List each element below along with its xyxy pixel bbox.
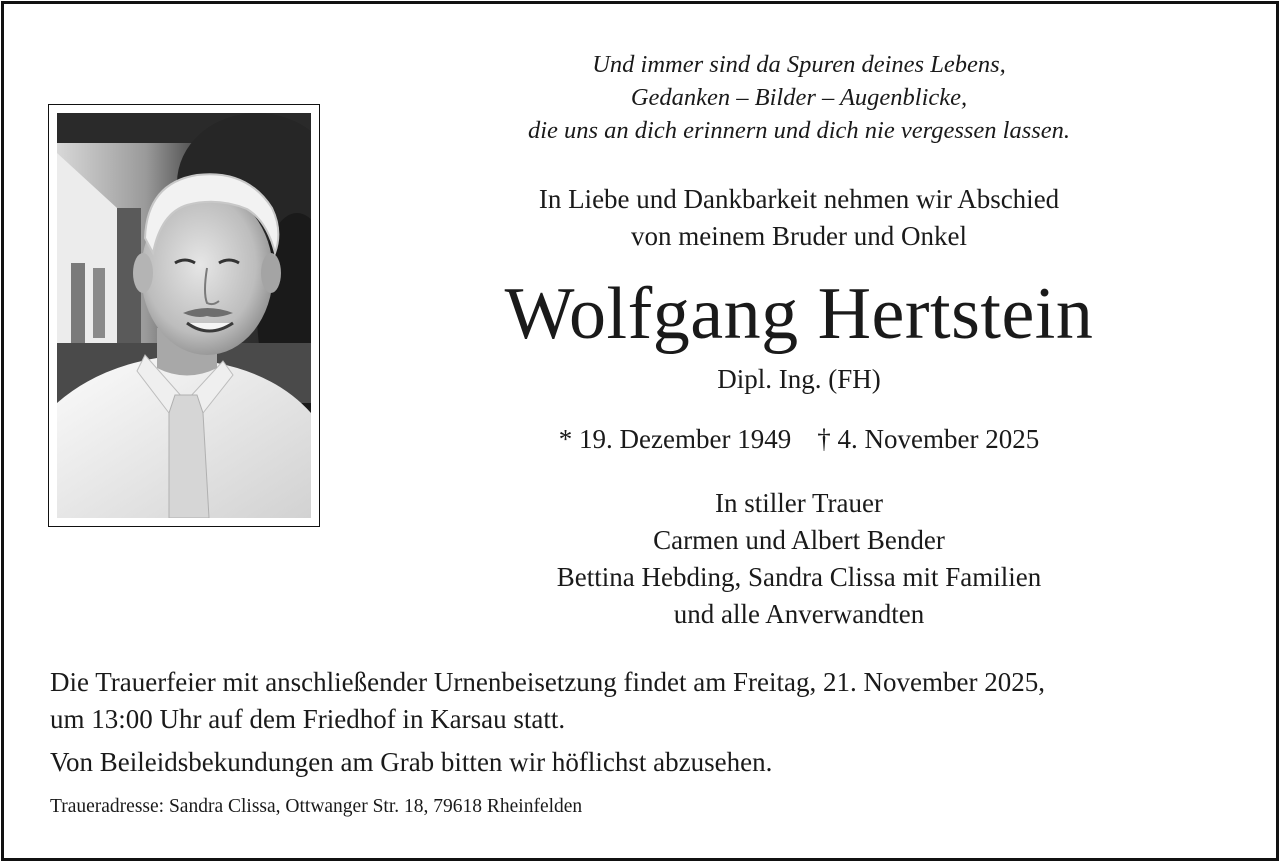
- mourning-address: Traueradresse: Sandra Clissa, Ottwanger Str. 18, 79618 Rheinfelden: [50, 796, 583, 817]
- service-details: [50, 664, 1260, 738]
- service-line: um 13:00 Uhr auf dem Friedhof in Karsau statt.: [50, 704, 566, 734]
- quote-line: Und immer sind da Spuren deines Lebens,: [592, 51, 1006, 78]
- intro-line: In Liebe und Dankbarkeit nehmen wir Abschied: [538, 184, 1060, 214]
- mourner-line: Bettina Hebding, Sandra Clissa mit Familien: [556, 562, 1042, 592]
- mourner-line: Carmen und Albert Bender: [653, 525, 945, 555]
- deceased-name: Wolfgang Hertstein: [504, 273, 1094, 355]
- memorial-quote: [424, 48, 1174, 147]
- quote-line: die uns an dich erinnern und dich nie vergessen lassen.: [527, 117, 1071, 144]
- mourners-list: [424, 485, 1174, 633]
- quote-line: Gedanken – Bilder – Augenblicke,: [630, 84, 968, 111]
- condolence-note: Von Beileidsbekundungen am Grab bitten wir höflichst abzusehen.: [50, 747, 773, 777]
- mourner-line: und alle Anverwandten: [673, 599, 925, 629]
- birth-date: * 19. Dezember 1949: [558, 424, 792, 454]
- service-line: Die Trauerfeier mit anschließender Urnenbeisetzung findet am Freitag, 21. November 2025,: [50, 667, 1045, 697]
- mourner-line: In stiller Trauer: [715, 488, 883, 518]
- deceased-title: Dipl. Ing. (FH): [717, 364, 881, 394]
- life-dates: [424, 421, 1174, 457]
- intro-line: von meinem Bruder und Onkel: [631, 221, 967, 251]
- farewell-intro: [424, 181, 1174, 255]
- portrait-frame: [48, 104, 320, 527]
- obituary-frame: [1, 1, 1279, 861]
- death-date: † 4. November 2025: [817, 424, 1040, 454]
- portrait-photo: [57, 113, 311, 518]
